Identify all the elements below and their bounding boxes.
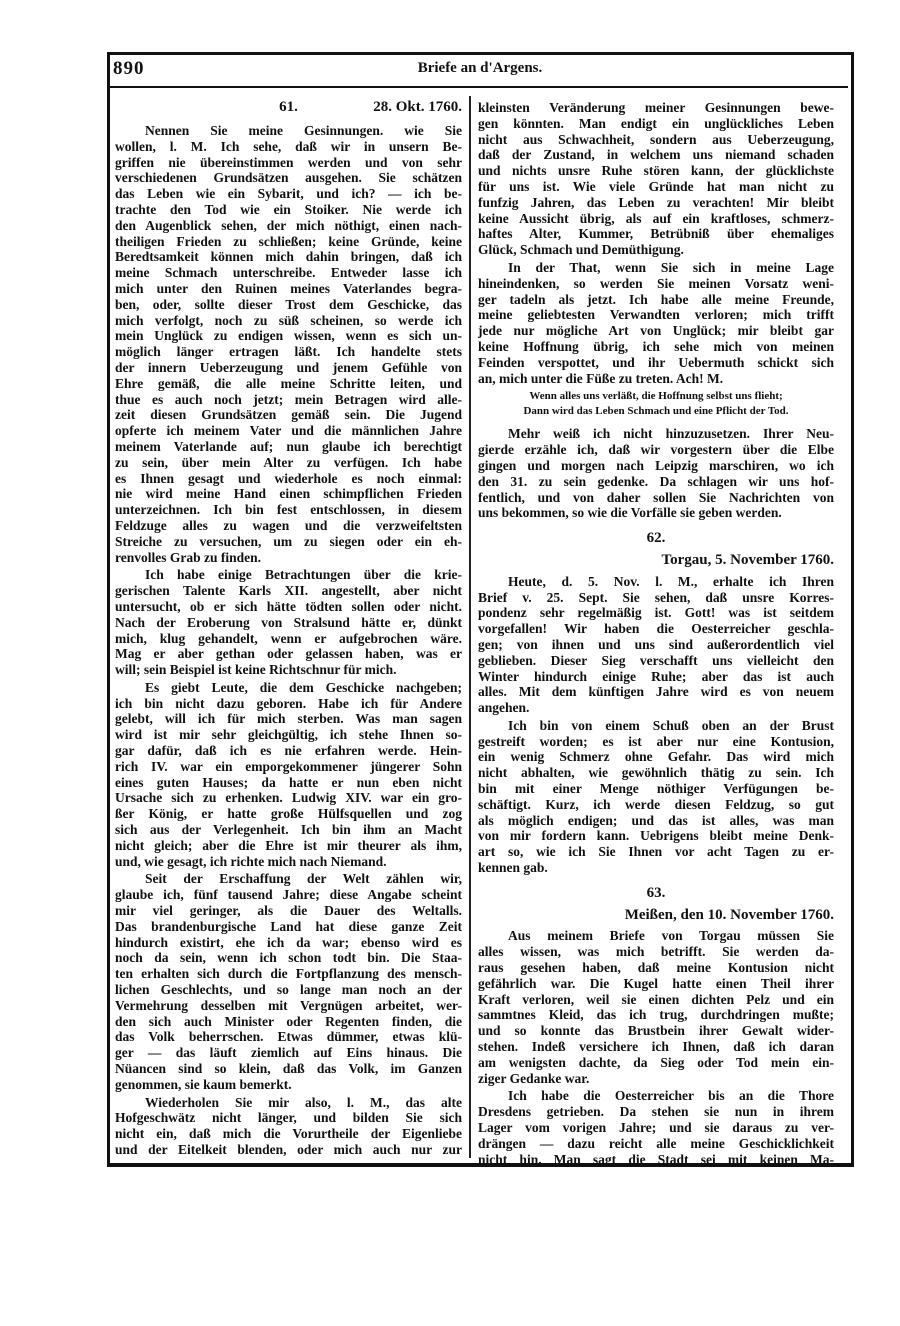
text-line: gestreift worden; es ist aber nur eine Kontusion, — [478, 733, 834, 749]
text-line: Ursache sich zu erhenken. Ludwig XIV. war ein gro- — [115, 790, 462, 806]
paragraph — [115, 680, 462, 870]
text-line: jede nur mögliche Art von Unglück; mir bleibt gar — [478, 323, 834, 339]
text-line: wollen, l. M. Ich sehe, daß wir in unsern Be- — [115, 138, 462, 154]
text-line: raus gesehen haben, daß meine Kontusion nicht — [478, 960, 834, 976]
text-line: angehen. — [478, 700, 530, 716]
text-line: Nüancen sind so klein, daß das Volk, im Ganzen — [115, 1061, 462, 1077]
text-line: Vermehrung desselben mit Vergnügen arbeitet, wer- — [115, 997, 462, 1013]
text-line: Hofgeschwätz nicht länger, und bilden Sie sich — [115, 1110, 462, 1126]
text-line: mir viel geringer, als die Dauer des Weltalls. — [115, 903, 462, 919]
text-line: gen könnten. Man endigt ein unglückliches Leben — [478, 115, 834, 131]
text-line: ziger Gedanke war. — [478, 1070, 590, 1086]
text-line: gerischen Talente Karls XII. angestellt, aber nicht — [115, 583, 462, 599]
text-line: thue es auch noch jetzt; mein Betragen wird alle- — [115, 391, 462, 407]
text-line: ger tadeln als jetzt. Ich habe alle meine Freunde, — [478, 291, 834, 307]
page-number: 890 — [113, 58, 145, 79]
text-line: Feldzuge alles zu wagen und die verzweifeltsten — [115, 517, 462, 533]
paragraph — [478, 928, 834, 1086]
text-line: Nach der Eroberung von Stralsund hätte er, dünkt — [115, 614, 462, 630]
paragraph — [478, 426, 834, 521]
text-line: noch da sein, wenn ich schon todt bin. Die Staa- — [115, 950, 462, 966]
left-column — [115, 96, 462, 1160]
text-line: den Augenblick sehen, der mich nöthigt, einen nach- — [115, 217, 462, 233]
text-line: will; sein Beispiel ist keine Richtschnur für mich. — [115, 662, 397, 678]
text-line: gen; von ihnen und uns sind außerordentlich viel — [478, 636, 834, 652]
text-line: daß der Zustand, in welchem uns niemand schaden — [478, 147, 834, 163]
text-line: und, wie gesagt, ich richte mich nach Niemand. — [115, 853, 387, 869]
text-line: Wiederholen Sie mir also, l. M., das alte — [145, 1094, 462, 1110]
text-line: von mir fordern kann. Uebrigens bleibt meine Denk- — [478, 828, 834, 844]
text-line: Seit der Erschaffung der Welt zählen wir, — [145, 871, 462, 887]
text-line: der innern Ueberzeugung und jenem Gefühle von — [115, 359, 462, 375]
letter-heading — [115, 98, 462, 120]
text-line: gefährlich war. Die Kugel hatte einen Theil ihrer — [478, 975, 834, 991]
text-line: am wenigsten dachte, da Sieg oder Tod mein ein- — [478, 1054, 834, 1070]
letter-date: 28. Okt. 1760. — [373, 99, 462, 115]
text-line: trachte den Tod wie ein Stoiker. Nie werde ich — [115, 201, 462, 217]
paragraph — [478, 1088, 834, 1167]
text-line: alles wissen, was mich betrifft. Sie werden da- — [478, 944, 834, 960]
text-line: und nichts unsre Ruhe stören kann, der glücklichste — [478, 163, 834, 179]
text-line: ein wenig Schmerz ohne Gefahr. Das wird mich — [478, 749, 834, 765]
text-line: genommen, sie kaum bemerkt. — [115, 1076, 292, 1092]
text-line: theiligen Frieden zu schließen; keine Gründe, keine — [115, 233, 462, 249]
text-line: kennen gab. — [478, 860, 548, 876]
text-line: Aus meinem Briefe von Torgau müssen Sie — [508, 928, 834, 944]
text-line: das Leben wie ein Sybarit, und ich? — ich be- — [115, 186, 462, 202]
letter-date: Meißen, den 10. November 1760. — [624, 906, 834, 923]
text-line: alles. Mit dem künftigen Jahre wird es von neuem — [478, 684, 834, 700]
text-line: Ich habe die Oesterreicher bis an die Thore — [508, 1088, 834, 1104]
text-line: nicht gleich; aber die Ehre ist mir theurer als ihm, — [115, 837, 462, 853]
text-line: eines guten Hauses; da hatte er nun eben nicht — [115, 774, 462, 790]
text-line: als möglich endigen; und das ist alles, was man — [478, 812, 834, 828]
text-line: gelebt, will ich für mich sterben. Was man sagen — [115, 711, 462, 727]
text-line: mich verfolgt, noch zu süß scheinen, so werde ich — [115, 312, 462, 328]
text-line: mich, klug gehandelt, wenn er aufgebrochen wäre. — [115, 630, 462, 646]
text-line: ben, oder, sollte dieser Trost dem Geschicke, das — [115, 296, 462, 312]
text-line: haftes Alter, Kummer, Betrübniß über ehemaliges — [478, 226, 834, 242]
text-line: Kraft verloren, weil sie einen dichten Pelz und ein — [478, 991, 834, 1007]
paragraph — [478, 100, 834, 258]
text-line: Das brandenburgische Land hat diese ganze Zeit — [115, 918, 462, 934]
text-line: uns bekommen, so wie die Vorfälle sie geben werden. — [478, 505, 782, 521]
paragraph — [478, 574, 834, 716]
paragraph — [478, 718, 834, 876]
text-line: glaube ich, fünf tausend Jahre; diese Angabe scheint — [115, 887, 462, 903]
text-line: art so, wie ich Sie Ihnen vor acht Tagen zu er- — [478, 844, 834, 860]
verse-quote — [478, 389, 834, 419]
verse-line: Wenn alles uns verläßt, die Hoffnung selbst uns flieht; — [529, 390, 783, 403]
text-line: bin mit einer Menge nöthiger Verfügungen be- — [478, 781, 834, 797]
text-line: In der That, wenn Sie sich in meine Lage — [508, 259, 834, 275]
text-line: ger — das läuft ziemlich auf Eins hinaus. Die — [115, 1045, 462, 1061]
text-line: wird ist mir sehr gleichgültig, ich stehe Ihnen so- — [115, 727, 462, 743]
text-line: Streiche zu versuchen, um zu siegen oder ein eh- — [115, 533, 462, 549]
text-line: an, mich unter die Füße zu treten. Ach! M. — [478, 370, 724, 386]
paragraph — [478, 260, 834, 386]
text-line: Brief v. 25. Sept. Sie sehen, daß unsre Korres- — [478, 589, 834, 605]
text-line: hindurch existirt, ehe ich da war; ebenso wird es — [115, 934, 462, 950]
text-line: nie wird meine Hand einen schimpflichen Frieden — [115, 486, 462, 502]
header-rule — [110, 86, 848, 88]
text-line: renvolles Grab zu finden. — [115, 549, 262, 565]
letter-number: 61. — [279, 99, 298, 115]
running-title: Briefe an d'Argens. — [417, 60, 543, 76]
text-line: hineindenken, so werden Sie meinen Vorsatz weni- — [478, 275, 834, 291]
text-line: Ich habe einige Betrachtungen über die krie- — [145, 567, 462, 583]
text-line: mich unter den Ruinen meines Vaterlandes begra- — [115, 280, 462, 296]
text-line: meine geliebtesten Verwandten verloren; mich trifft — [478, 307, 834, 323]
text-line: den sich auch Minister oder Regenten finden, die — [115, 1013, 462, 1029]
letter-date: Torgau, 5. November 1760. — [661, 551, 834, 568]
text-line: rich IV. war ein emporgekommener jüngerer Sohn — [115, 758, 462, 774]
paragraph — [115, 871, 462, 1092]
text-line: es Ihnen gesagt und wiederhole es noch einmal: — [115, 470, 462, 486]
text-line: den 31. zu sein gedenke. Da schlagen wir uns hof- — [478, 473, 834, 489]
text-line: das Volk beherrschen. Etwas dümmer, etwas klü- — [115, 1029, 462, 1045]
text-line: Heute, d. 5. Nov. l. M., erhalte ich Ihren — [508, 573, 834, 589]
text-line: funfzig Jahren, das Leben zu verachten! Mir bleibt — [478, 194, 834, 210]
text-line: Feinden verspottet, und ihr Uebermuth schickt sich — [478, 354, 834, 370]
text-line: griffen nie übereinstimmen werden und von sehr — [115, 154, 462, 170]
text-line: für uns ist. Wie viele Gründe hat man nicht zu — [478, 178, 834, 194]
letter-number: 63. — [646, 884, 666, 901]
text-line: Mehr weiß ich nicht hinzuzusetzen. Ihrer Neu- — [508, 426, 834, 442]
text-line: Dresdens getrieben. Da stehen sie nun in ihrem — [478, 1104, 834, 1120]
text-line: lichen Geschlechts, und so lange man noch an der — [115, 982, 462, 998]
text-line: Ehre gemäß, die alle meine Schritte leiten, und — [115, 375, 462, 391]
text-line: und der Eitelkeit blenden, oder mich auch nur zur — [115, 1142, 462, 1157]
text-line: opferte ich meinem Vater und die männlichen Jahre — [115, 423, 462, 439]
text-line: und so konnte das Brustbein ihrer Gewalt wider- — [478, 1023, 834, 1039]
text-line: nicht ein, daß mich die Vorurtheile der Eigenliebe — [115, 1126, 462, 1142]
text-line: kleinsten Veränderung meiner Gesinnungen bewe- — [478, 100, 834, 115]
text-line: gingen und morgen nach Leipzig marschiren, wo ich — [478, 457, 834, 473]
text-line: gierde erzähle ich, daß wir vorgestern über die Elbe — [478, 442, 834, 458]
text-line: fentlich, und von daher sollen Sie Nachrichten von — [478, 489, 834, 505]
text-line: untersucht, ob er sich hätte tödten sollen oder nicht. — [115, 598, 462, 614]
text-line: ßer König, er hatte große Hülfsquellen und zog — [115, 806, 462, 822]
letter-number: 62. — [646, 530, 666, 547]
text-line: mein Unglück zu endigen wissen, wenn es sich un- — [115, 328, 462, 344]
text-line: Ich bin von einem Schuß oben an der Brust — [508, 717, 834, 733]
right-column — [478, 100, 834, 1169]
text-line: gar dafür, daß ich es nie erfahren werde. Hein- — [115, 743, 462, 759]
text-line: nicht aus Schwachheit, sondern aus Ueberzeugung, — [478, 131, 834, 147]
text-line: Beredtsamkeit können mich dahin bringen, daß ich — [115, 249, 462, 265]
text-line: ten erhalten sich durch die Fortpflanzung des mensch- — [115, 966, 462, 982]
text-line: meinem Vaterlande auf; nun glaube ich berechtigt — [115, 438, 462, 454]
text-line: stehen. Indeß versichere ich Ihnen, daß ich daran — [478, 1039, 834, 1055]
text-line: nicht abhalten, wie gewöhnlich thätig zu sein. Ich — [478, 765, 834, 781]
text-line: Lager vom vorigen Jahre; und sie daraus zu ver- — [478, 1120, 834, 1136]
text-line: unterzeichnen. Ich bin fest entschlossen, in diesem — [115, 502, 462, 518]
text-line: Mag er aber gethan oder gelassen haben, was er — [115, 646, 462, 662]
column-divider — [469, 96, 471, 1158]
text-line: Es giebt Leute, die dem Geschicke nachgeben; — [145, 679, 462, 695]
paragraph — [115, 1095, 462, 1158]
text-line: keine Hoffnung übrig, ich sehe mich von meinen — [478, 338, 834, 354]
text-line: schäftigt. Kurz, ich werde diesen Feldzug, so gut — [478, 796, 834, 812]
text-line: zeit diesen Grundsätzen gemäß sein. Die Jugend — [115, 407, 462, 423]
text-line: vorgefallen! Wir haben die Oesterreicher geschla- — [478, 621, 834, 637]
text-line: sich aus der Verlegenheit. Ich bin ihm an Macht — [115, 822, 462, 838]
text-line: verschiedenen Grundsätzen ausgehen. Sie schätzen — [115, 170, 462, 186]
text-line: meine Schmach unterschreibe. Entweder lasse ich — [115, 265, 462, 281]
text-line: keine Aussicht übrig, als auf ein kraftloses, schmerz- — [478, 210, 834, 226]
text-line: zu sein, über mein Alter zu verfügen. Ich habe — [115, 454, 462, 470]
paragraph — [115, 567, 462, 678]
text-line: pondenz sehr regelmäßig ist. Gott! was ist seitdem — [478, 605, 834, 621]
text-line: ich bin nicht dazu geboren. Habe ich für Andere — [115, 695, 462, 711]
text-line: Nennen Sie meine Gesinnungen. wie Sie — [145, 123, 462, 138]
text-line: Glück, Schmach und Demüthigung. — [478, 242, 684, 258]
text-line: Winter hindurch einige Ruhe; aber das ist auch — [478, 668, 834, 684]
text-line: geblieben. Dieser Sieg verschafft uns vielleicht den — [478, 652, 834, 668]
text-line: sammtnes Kleid, das ich trug, durchdringen mußte; — [478, 1007, 834, 1023]
paragraph — [115, 123, 462, 565]
verse-line: Dann wird das Leben Schmach und eine Pflicht der Tod. — [523, 405, 789, 418]
text-line: drängen — dazu reicht alle meine Geschicklichkeit — [478, 1135, 834, 1151]
text-line: möglich länger ertragen läßt. Ich handelte stets — [115, 344, 462, 360]
text-line: nicht hin. Man sagt die Stadt sei mit keinen Ma- — [478, 1151, 834, 1167]
